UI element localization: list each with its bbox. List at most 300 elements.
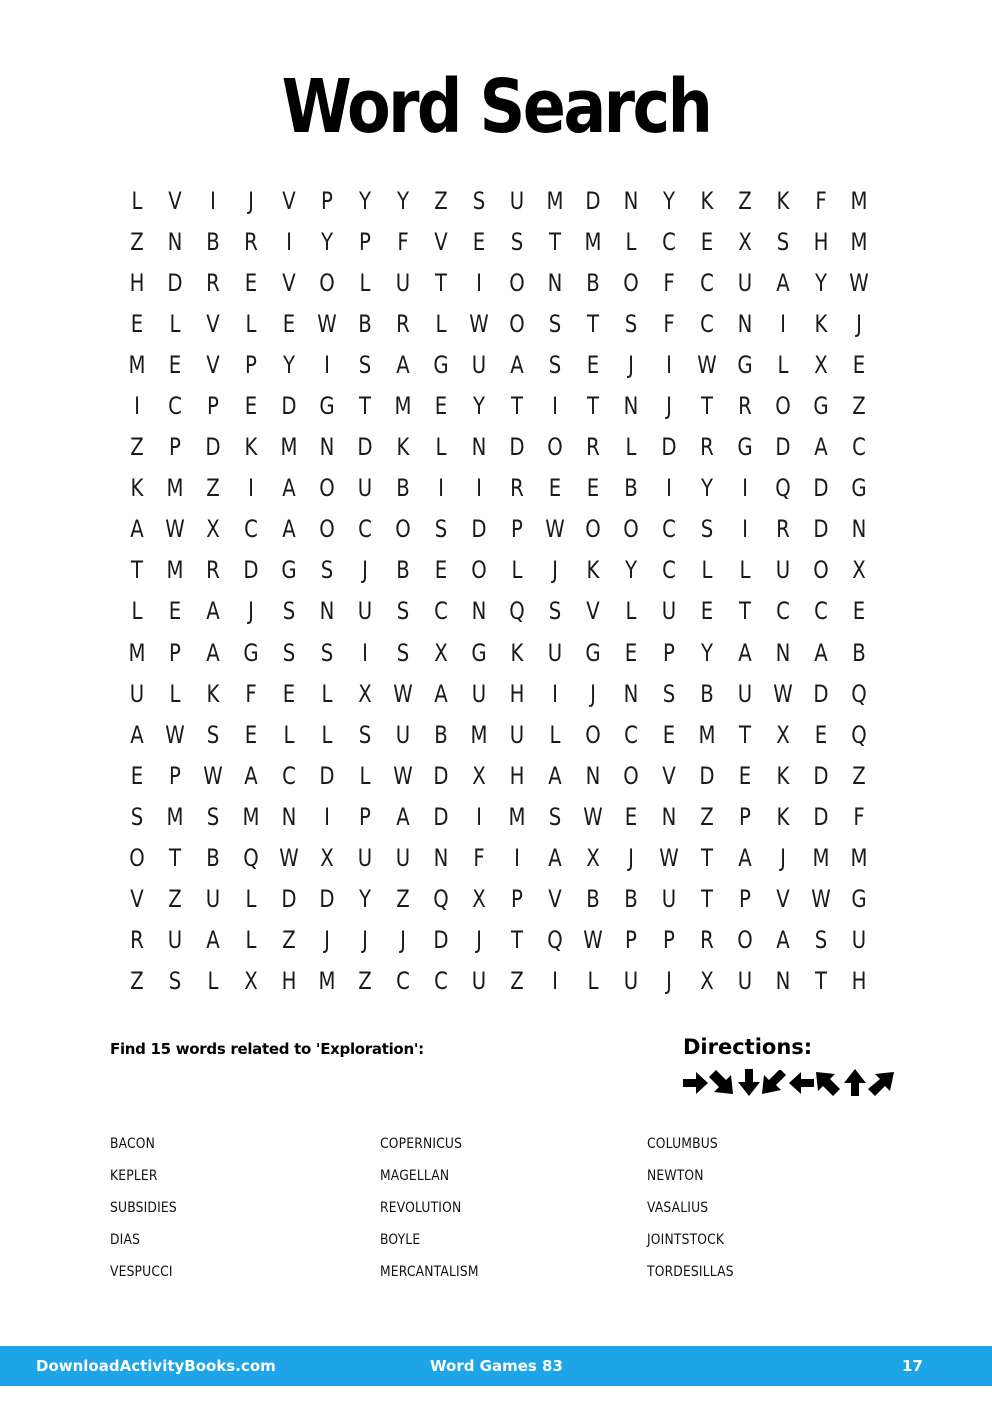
grid-cell: E <box>130 309 144 338</box>
grid-cell: I <box>666 350 672 379</box>
grid-cell: N <box>775 967 791 996</box>
grid-cell: H <box>129 268 145 297</box>
grid-cell: O <box>319 268 335 297</box>
grid-cell: V <box>662 761 676 790</box>
grid-cell: E <box>472 227 486 256</box>
grid-cell: Y <box>320 227 334 256</box>
grid-cell: D <box>813 474 829 503</box>
grid-cell: N <box>661 802 677 831</box>
grid-cell: O <box>129 844 145 873</box>
grid-cell: K <box>130 474 144 503</box>
grid-cell: B <box>586 268 600 297</box>
grid-cell: Q <box>547 926 563 955</box>
grid-cell: U <box>547 638 563 667</box>
grid-cell: Q <box>775 474 791 503</box>
grid-cell: P <box>663 638 675 667</box>
grid-cell: S <box>510 227 524 256</box>
grid-cell: V <box>130 885 144 914</box>
grid-cell: C <box>434 967 448 996</box>
grid-cell: J <box>248 597 254 626</box>
grid-cell: D <box>813 761 829 790</box>
direction-arrows <box>682 1068 898 1098</box>
grid-cell: E <box>852 350 866 379</box>
grid-cell: P <box>663 926 675 955</box>
word-list-item: TORDESILLAS <box>647 1264 734 1280</box>
grid-cell: T <box>434 268 448 297</box>
grid-cell: P <box>739 885 751 914</box>
grid-cell: Y <box>358 186 372 215</box>
grid-cell: M <box>280 433 298 462</box>
grid-cell: J <box>590 679 596 708</box>
grid-cell: T <box>358 392 372 421</box>
grid-cell: I <box>780 309 786 338</box>
grid-cell: W <box>773 679 793 708</box>
grid-cell: S <box>206 802 220 831</box>
arrow-left-icon <box>789 1072 814 1094</box>
grid-cell: R <box>738 392 752 421</box>
grid-cell: G <box>851 474 867 503</box>
grid-cell: V <box>548 885 562 914</box>
grid-cell: Q <box>509 597 525 626</box>
grid-cell: W <box>469 309 489 338</box>
grid-cell: O <box>623 761 639 790</box>
grid-cell: X <box>814 350 828 379</box>
grid-cell: F <box>397 227 409 256</box>
grid-cell: L <box>739 556 751 585</box>
grid-cell: F <box>473 844 485 873</box>
grid-cell: M <box>242 802 260 831</box>
grid-cell: G <box>433 350 449 379</box>
grid-cell: T <box>586 309 600 338</box>
grid-cell: W <box>203 761 223 790</box>
grid-cell: R <box>206 268 220 297</box>
grid-cell: X <box>738 227 752 256</box>
grid-cell: J <box>780 844 786 873</box>
grid-cell: N <box>775 638 791 667</box>
grid-cell: E <box>282 309 296 338</box>
grid-cell: L <box>625 433 637 462</box>
grid-cell: X <box>776 720 790 749</box>
grid-cell: T <box>700 885 714 914</box>
grid-cell: D <box>281 392 297 421</box>
grid-cell: V <box>168 186 182 215</box>
grid-cell: Z <box>700 802 714 831</box>
grid-cell: O <box>547 433 563 462</box>
grid-cell: D <box>357 433 373 462</box>
grid-cell: P <box>359 802 371 831</box>
directions-label: Directions: <box>683 1035 813 1059</box>
grid-cell: L <box>359 268 371 297</box>
grid-cell: R <box>244 227 258 256</box>
grid-cell: E <box>700 597 714 626</box>
grid-cell: I <box>476 268 482 297</box>
grid-cell: G <box>737 350 753 379</box>
grid-cell: L <box>131 186 143 215</box>
word-list <box>110 1136 910 1296</box>
grid-cell: V <box>282 268 296 297</box>
grid-cell: J <box>856 309 862 338</box>
grid-cell: E <box>282 679 296 708</box>
grid-cell: U <box>471 679 487 708</box>
grid-cell: M <box>584 227 602 256</box>
grid-cell: K <box>206 679 220 708</box>
grid-cell: C <box>662 515 676 544</box>
grid-cell: U <box>661 597 677 626</box>
grid-cell: L <box>625 227 637 256</box>
grid-cell: W <box>545 515 565 544</box>
grid-cell: N <box>471 597 487 626</box>
grid-cell: S <box>130 802 144 831</box>
grid-cell: B <box>396 474 410 503</box>
grid-cell: A <box>738 844 752 873</box>
footer-bar <box>0 1346 992 1386</box>
grid-cell: W <box>393 679 413 708</box>
grid-cell: K <box>776 186 790 215</box>
grid-cell: A <box>130 515 144 544</box>
grid-cell: Z <box>434 186 448 215</box>
word-list-item: KEPLER <box>110 1168 158 1184</box>
grid-cell: M <box>546 186 564 215</box>
grid-cell: S <box>168 967 182 996</box>
grid-cell: Z <box>206 474 220 503</box>
grid-cell: B <box>206 844 220 873</box>
grid-cell: D <box>319 885 335 914</box>
grid-cell: P <box>625 926 637 955</box>
grid-cell: U <box>395 268 411 297</box>
grid-cell: L <box>245 926 257 955</box>
grid-cell: Z <box>852 761 866 790</box>
grid-cell: E <box>130 761 144 790</box>
letter-grid <box>118 180 878 1002</box>
grid-cell: Q <box>851 720 867 749</box>
grid-cell: R <box>700 926 714 955</box>
grid-cell: W <box>697 350 717 379</box>
grid-cell: K <box>814 309 828 338</box>
grid-cell: P <box>511 515 523 544</box>
grid-cell: S <box>358 720 372 749</box>
grid-cell: K <box>586 556 600 585</box>
grid-cell: W <box>317 309 337 338</box>
grid-cell: L <box>245 309 257 338</box>
grid-cell: P <box>511 885 523 914</box>
grid-cell: S <box>700 515 714 544</box>
grid-cell: J <box>324 926 330 955</box>
grid-cell: C <box>282 761 296 790</box>
arrow-down-icon <box>738 1069 760 1096</box>
grid-cell: W <box>165 720 185 749</box>
footer-book: Word Games 83 <box>430 1357 563 1375</box>
grid-cell: X <box>700 967 714 996</box>
grid-cell: S <box>548 350 562 379</box>
grid-cell: O <box>775 392 791 421</box>
grid-cell: M <box>318 967 336 996</box>
grid-cell: E <box>434 392 448 421</box>
grid-cell: B <box>434 720 448 749</box>
grid-cell: R <box>700 433 714 462</box>
grid-cell: W <box>393 761 413 790</box>
word-list-item: VESPUCCI <box>110 1264 173 1280</box>
grid-cell: D <box>243 556 259 585</box>
grid-cell: K <box>776 761 790 790</box>
grid-cell: U <box>509 720 525 749</box>
grid-cell: U <box>471 350 487 379</box>
grid-cell: H <box>851 967 867 996</box>
grid-cell: U <box>775 556 791 585</box>
grid-cell: W <box>849 268 869 297</box>
grid-cell: A <box>776 926 790 955</box>
grid-cell: P <box>207 392 219 421</box>
grid-cell: J <box>552 556 558 585</box>
grid-cell: L <box>549 720 561 749</box>
grid-cell: J <box>476 926 482 955</box>
grid-cell: P <box>359 227 371 256</box>
grid-cell: S <box>548 802 562 831</box>
grid-cell: E <box>852 597 866 626</box>
grid-cell: O <box>737 926 753 955</box>
grid-cell: D <box>509 433 525 462</box>
grid-cell: I <box>210 186 216 215</box>
grid-cell: B <box>700 679 714 708</box>
grid-cell: M <box>850 186 868 215</box>
footer-site: DownloadActivityBooks.com <box>36 1357 276 1375</box>
grid-cell: K <box>244 433 258 462</box>
grid-cell: I <box>552 967 558 996</box>
grid-cell: B <box>206 227 220 256</box>
grid-cell: A <box>206 638 220 667</box>
grid-cell: I <box>476 474 482 503</box>
grid-cell: C <box>244 515 258 544</box>
grid-cell: S <box>396 638 410 667</box>
grid-cell: U <box>737 268 753 297</box>
grid-cell: K <box>700 186 714 215</box>
grid-cell: L <box>701 556 713 585</box>
grid-cell: R <box>396 309 410 338</box>
grid-cell: N <box>737 309 753 338</box>
grid-cell: L <box>435 309 447 338</box>
grid-cell: M <box>470 720 488 749</box>
grid-cell: H <box>281 967 297 996</box>
grid-cell: A <box>396 802 410 831</box>
word-list-item: NEWTON <box>647 1168 704 1184</box>
grid-cell: V <box>206 350 220 379</box>
grid-cell: B <box>586 885 600 914</box>
grid-cell: X <box>472 885 486 914</box>
grid-cell: A <box>776 268 790 297</box>
grid-cell: D <box>585 186 601 215</box>
grid-cell: A <box>282 474 296 503</box>
grid-cell: S <box>320 638 334 667</box>
grid-cell: Z <box>282 926 296 955</box>
grid-cell: E <box>244 392 258 421</box>
grid-cell: D <box>661 433 677 462</box>
word-list-item: SUBSIDIES <box>110 1200 177 1216</box>
grid-cell: N <box>851 515 867 544</box>
grid-cell: S <box>282 638 296 667</box>
word-list-item: BACON <box>110 1136 156 1152</box>
grid-cell: N <box>319 597 335 626</box>
grid-cell: L <box>131 597 143 626</box>
grid-cell: V <box>586 597 600 626</box>
grid-cell: X <box>320 844 334 873</box>
grid-cell: I <box>286 227 292 256</box>
grid-cell: L <box>321 720 333 749</box>
grid-cell: E <box>738 761 752 790</box>
grid-cell: C <box>776 597 790 626</box>
grid-cell: L <box>283 720 295 749</box>
grid-cell: U <box>167 926 183 955</box>
grid-cell: I <box>134 392 140 421</box>
grid-cell: B <box>624 885 638 914</box>
grid-cell: Q <box>851 679 867 708</box>
grid-cell: Y <box>396 186 410 215</box>
grid-cell: S <box>624 309 638 338</box>
grid-cell: H <box>509 761 525 790</box>
grid-cell: L <box>625 597 637 626</box>
grid-cell: Y <box>814 268 828 297</box>
grid-cell: C <box>168 392 182 421</box>
grid-cell: A <box>244 761 258 790</box>
grid-cell: T <box>738 597 752 626</box>
grid-cell: J <box>400 926 406 955</box>
grid-cell: Z <box>358 967 372 996</box>
grid-cell: M <box>166 556 184 585</box>
grid-cell: O <box>585 720 601 749</box>
grid-cell: P <box>169 433 181 462</box>
grid-cell: U <box>357 597 373 626</box>
word-list-item: BOYLE <box>380 1232 421 1248</box>
grid-cell: J <box>248 186 254 215</box>
grid-cell: N <box>433 844 449 873</box>
grid-cell: U <box>471 967 487 996</box>
instructions: Find 15 words related to 'Exploration': <box>110 1040 424 1058</box>
grid-cell: D <box>433 926 449 955</box>
grid-cell: X <box>472 761 486 790</box>
grid-cell: C <box>700 309 714 338</box>
grid-cell: A <box>548 761 562 790</box>
grid-cell: O <box>623 268 639 297</box>
grid-cell: G <box>471 638 487 667</box>
grid-cell: E <box>586 474 600 503</box>
grid-cell: C <box>852 433 866 462</box>
grid-cell: C <box>662 227 676 256</box>
grid-cell: Y <box>700 638 714 667</box>
grid-cell: Z <box>396 885 410 914</box>
grid-cell: M <box>508 802 526 831</box>
grid-cell: X <box>852 556 866 585</box>
word-list-item: JOINTSTOCK <box>647 1232 725 1248</box>
grid-cell: G <box>281 556 297 585</box>
grid-cell: G <box>851 885 867 914</box>
grid-cell: M <box>166 802 184 831</box>
grid-cell: B <box>852 638 866 667</box>
word-list-item: REVOLUTION <box>380 1200 462 1216</box>
grid-cell: I <box>742 474 748 503</box>
grid-cell: U <box>851 926 867 955</box>
grid-cell: A <box>282 515 296 544</box>
grid-cell: I <box>324 350 330 379</box>
grid-cell: F <box>815 186 827 215</box>
grid-cell: Y <box>700 474 714 503</box>
grid-cell: I <box>362 638 368 667</box>
grid-cell: L <box>207 967 219 996</box>
grid-cell: X <box>244 967 258 996</box>
grid-cell: Y <box>282 350 296 379</box>
grid-cell: A <box>510 350 524 379</box>
grid-cell: M <box>128 638 146 667</box>
grid-cell: I <box>552 679 558 708</box>
word-list-item: MAGELLAN <box>380 1168 450 1184</box>
grid-cell: L <box>511 556 523 585</box>
grid-cell: I <box>514 844 520 873</box>
grid-cell: D <box>699 761 715 790</box>
word-list-item: DIAS <box>110 1232 141 1248</box>
grid-cell: C <box>700 268 714 297</box>
grid-cell: R <box>206 556 220 585</box>
grid-cell: I <box>438 474 444 503</box>
grid-cell: J <box>666 967 672 996</box>
grid-cell: S <box>320 556 334 585</box>
grid-cell: A <box>814 433 828 462</box>
grid-cell: F <box>853 802 865 831</box>
grid-cell: O <box>319 474 335 503</box>
grid-cell: T <box>168 844 182 873</box>
grid-cell: D <box>281 885 297 914</box>
grid-cell: H <box>813 227 829 256</box>
grid-cell: G <box>737 433 753 462</box>
grid-cell: F <box>663 268 675 297</box>
grid-cell: S <box>776 227 790 256</box>
grid-cell: C <box>662 556 676 585</box>
grid-cell: W <box>811 885 831 914</box>
grid-cell: E <box>586 350 600 379</box>
grid-cell: Y <box>662 186 676 215</box>
grid-cell: D <box>813 515 829 544</box>
grid-cell: K <box>510 638 524 667</box>
grid-cell: A <box>130 720 144 749</box>
grid-cell: J <box>362 556 368 585</box>
grid-cell: Y <box>358 885 372 914</box>
word-list-item: MERCANTALISM <box>380 1264 479 1280</box>
grid-cell: X <box>586 844 600 873</box>
grid-cell: U <box>737 679 753 708</box>
grid-cell: N <box>167 227 183 256</box>
grid-cell: J <box>666 392 672 421</box>
grid-cell: T <box>738 720 752 749</box>
grid-cell: E <box>168 350 182 379</box>
grid-cell: D <box>167 268 183 297</box>
grid-cell: U <box>357 844 373 873</box>
grid-cell: J <box>362 926 368 955</box>
grid-cell: U <box>661 885 677 914</box>
grid-cell: P <box>169 638 181 667</box>
grid-cell: I <box>248 474 254 503</box>
word-list-item: COPERNICUS <box>380 1136 463 1152</box>
grid-cell: C <box>434 597 448 626</box>
grid-cell: A <box>814 638 828 667</box>
grid-cell: S <box>396 597 410 626</box>
grid-cell: W <box>583 802 603 831</box>
grid-cell: N <box>623 186 639 215</box>
grid-cell: G <box>585 638 601 667</box>
grid-cell: D <box>813 802 829 831</box>
grid-cell: S <box>472 186 486 215</box>
grid-cell: Z <box>168 885 182 914</box>
grid-cell: Z <box>130 967 144 996</box>
grid-cell: S <box>358 350 372 379</box>
grid-cell: R <box>510 474 524 503</box>
grid-cell: E <box>662 720 676 749</box>
grid-cell: F <box>245 679 257 708</box>
